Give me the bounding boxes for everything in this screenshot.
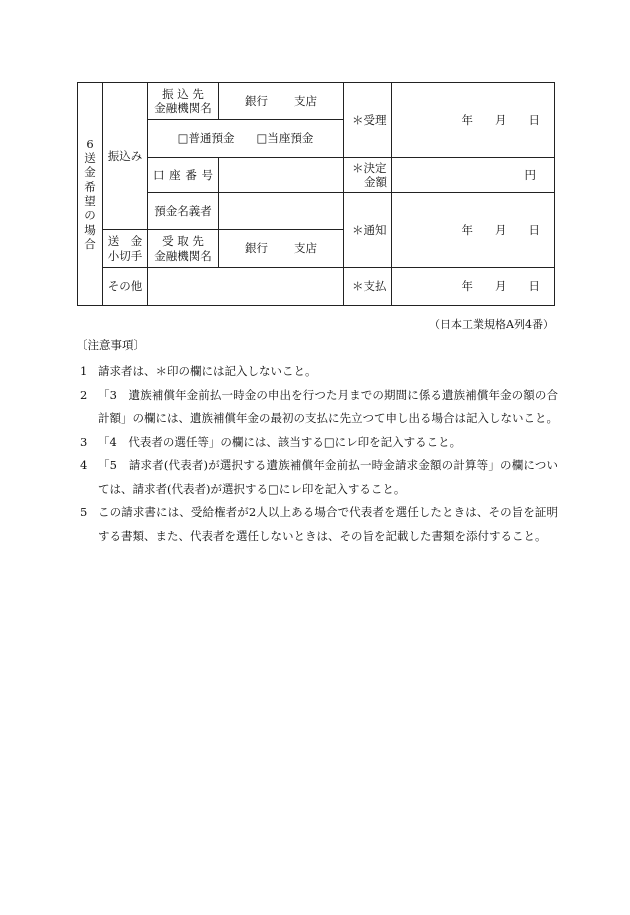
account-number-label: 口 座 番 号 <box>148 158 219 193</box>
branch-unit: 支店 <box>294 241 317 256</box>
bank-unit: 銀行 <box>245 93 268 108</box>
sokin-check-label: 送 金 小切手 <box>103 230 148 268</box>
remittance-table <box>77 82 555 306</box>
account-type-field[interactable] <box>148 120 344 158</box>
paid-label: ＊支払 <box>344 268 392 306</box>
branch-unit: 支店 <box>294 93 317 108</box>
section-title-cell: 6 送 金 希 望 の 場 合 <box>78 83 103 306</box>
receiver-bank-field[interactable] <box>219 230 344 268</box>
list-item: 2 「3 遺族補償年金前払一時金の申出を行つた月までの期間に係る遺族補償年金の額の合計額」の欄には、遺族補償年金の最初の支払に先立つて申し出る場合は記入しないこと。 <box>80 387 558 425</box>
jis-size-note: （日本工業規格A列4番） <box>429 318 554 331</box>
paid-date-field[interactable]: 年 月 日 <box>392 268 555 306</box>
notes-list <box>80 360 558 548</box>
bank-unit: 銀行 <box>245 241 268 256</box>
received-date-field[interactable]: 年 月 日 <box>392 83 555 158</box>
decided-amount-field[interactable]: 円 <box>392 158 555 193</box>
other-field[interactable] <box>148 268 344 306</box>
list-item: 4 「5 請求者(代表者)が選択する遺族補償年金前払一時金請求金額の計算等」の欄については、請求者(代表者)が選択する□にレ印を記入すること。 <box>80 458 558 496</box>
current-deposit-checkbox[interactable]: □当座預金 <box>256 131 314 146</box>
account-holder-label: 預金名義者 <box>148 193 219 230</box>
furikomi-label: 振込み <box>103 83 148 230</box>
receiver-bank-label: 受 取 先 金融機関名 <box>148 230 219 268</box>
other-label: その他 <box>103 268 148 306</box>
list-item: 3 「4 代表者の選任等」の欄には、該当する□にレ印を記入すること。 <box>80 434 462 449</box>
notified-date-field[interactable]: 年 月 日 <box>392 193 555 268</box>
decided-amount-label: ＊決定 金額 <box>344 158 392 193</box>
account-number-field[interactable] <box>219 158 344 193</box>
received-label: ＊受理 <box>344 83 392 158</box>
list-item: 5 この請求書には、受給権者が2人以上ある場合で代表者を選任したときは、その旨を証明する書類、また、代表者を選任しないときは、その旨を記載した書類を添付すること。 <box>80 505 558 543</box>
ordinary-deposit-checkbox[interactable]: □普通預金 <box>177 131 235 146</box>
notes-title: 〔注意事項〕 <box>76 338 145 352</box>
account-holder-field[interactable] <box>219 193 344 230</box>
notified-label: ＊通知 <box>344 193 392 268</box>
furikomi-bank-field[interactable] <box>219 83 344 120</box>
section-number: 6 <box>86 136 94 151</box>
list-item: 1 請求者は、＊印の欄には記入しないこと。 <box>80 364 317 378</box>
furikomi-bank-label: 振 込 先 金融機関名 <box>148 83 219 120</box>
